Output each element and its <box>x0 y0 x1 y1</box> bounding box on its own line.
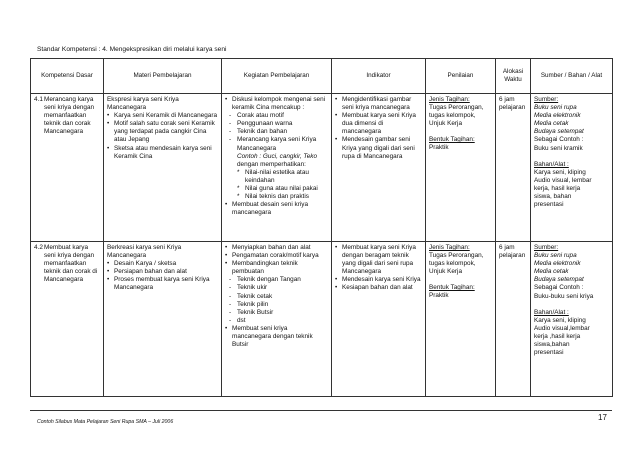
list-item: - Teknik dan bahan <box>225 128 328 136</box>
cell-sumber <box>531 94 613 242</box>
bahan-item: Karya seni, kliping <box>534 168 586 176</box>
sumber-item: Media elektronik <box>534 112 581 120</box>
kompetensi-text: Merancang karya seni kriya dengan memanfaatkan teknik dan corak Mancanegara <box>44 96 95 136</box>
alokasi-unit: pelajaran <box>499 104 526 112</box>
page-number: 17 <box>598 413 607 422</box>
list-item: - Teknik cetak <box>225 293 328 301</box>
cell-kompetensi <box>31 242 104 397</box>
header-kegiatan: Kegiatan Pembelajaran <box>222 59 332 94</box>
kegiatan-dengan: dengan memperhatikan: <box>237 160 306 168</box>
footer-divider <box>30 410 612 411</box>
footer-caption: Contoh Silabus Mata Pelajaran Seni Rupa SMA – Juli 2006 <box>37 419 174 425</box>
bahan-alat-label: Bahan/Alat : <box>534 160 569 168</box>
alokasi-jam: 6 jam <box>499 96 515 103</box>
bahan-item: presentasi <box>534 201 564 209</box>
list-item: • Mendesain karya seni Kriya <box>335 276 422 284</box>
jenis-tagihan-item: Unjuk Kerja <box>429 120 463 128</box>
cell-indikator <box>332 94 426 242</box>
sumber-contoh-label: Sebagai Contoh : <box>534 284 584 292</box>
header-kompetensi: Kompetensi Dasar <box>31 59 104 94</box>
header-alokasi: Alokasi Waktu <box>496 59 531 94</box>
kompetensi-number: 4.2 <box>34 244 43 251</box>
alokasi-unit: pelajaran <box>499 252 526 260</box>
bahan-item: Karya seni, kliping <box>534 316 586 324</box>
cell-penilaian <box>426 242 496 397</box>
materi-title: Ekspresi karya seni Kriya Mancanegara <box>107 96 179 112</box>
silabus-table <box>30 58 613 397</box>
jenis-tagihan-item: Unjuk Kerja <box>429 268 463 276</box>
list-item: * Nilai-nilai estetika atau keindahan <box>225 169 328 185</box>
bahan-item: kerja ,hasil kerja <box>534 332 581 340</box>
bahan-item: Audio visual, lembar <box>534 176 592 184</box>
list-item: * Nilai guna atau nilai pakai <box>225 185 328 193</box>
cell-kegiatan <box>222 242 332 397</box>
bentuk-tagihan-label: Bentuk Tagihan: <box>429 136 475 144</box>
kegiatan-contoh: Contoh : Guci, cangkir, Teko <box>237 152 318 160</box>
sumber-item: Budaya setempat <box>534 276 584 284</box>
bentuk-tagihan-value: Praktik <box>429 292 449 300</box>
list-item: • Karya seni Keramik di Mancanegara <box>107 112 218 120</box>
list-item: • Persiapan bahan dan alat <box>107 268 218 276</box>
standar-kompetensi: Standar Kompetensi : 4. Mengekspresikan diri melalui karya seni <box>37 46 227 53</box>
sumber-item: Media elektronik <box>534 260 581 268</box>
sumber-item: Buku seni rupa <box>534 252 577 260</box>
kompetensi-number: 4.1 <box>34 96 43 103</box>
list-item: • Sketsa atau mendesain karya seni Keramik Cina <box>107 145 218 161</box>
list-item: - Teknik dengan Tangan <box>225 276 328 284</box>
header-indikator: Indikator <box>332 59 426 94</box>
kompetensi-text: Membuat karya seni kriya dengan memanfaatkan teknik dan corak di Mancanegara <box>44 244 98 284</box>
cell-materi <box>104 94 222 242</box>
jenis-tagihan-item: tugas kelompok, <box>429 260 476 268</box>
bahan-item: siswa,bahan <box>534 341 570 349</box>
list-item: - Teknik Butsir <box>225 309 328 317</box>
jenis-tagihan-label: Jenis Tagihan: <box>429 244 470 251</box>
cell-alokasi <box>496 94 531 242</box>
bahan-item: siswa, bahan <box>534 193 572 201</box>
cell-kegiatan <box>222 94 332 242</box>
list-item: • Diskusi kelompok mengenai seni keramik Cina mencakup : <box>225 96 328 112</box>
sumber-contoh: Buku-buku seni kriya <box>534 292 594 300</box>
bahan-alat-label: Bahan/Alat : <box>534 308 569 316</box>
cell-indikator <box>332 242 426 397</box>
list-item: • Kesiapan bahan dan alat <box>335 284 422 292</box>
bahan-item: presentasi <box>534 349 564 357</box>
list-item: • Mengidentifikasi gambar seni kriya mancanegara <box>335 96 422 112</box>
jenis-tagihan-label: Jenis Tagihan: <box>429 96 470 103</box>
sumber-label: Sumber: <box>534 244 559 251</box>
list-item: • Membuat karya seni Kriya dua dimensi di mancanegara <box>335 112 422 136</box>
cell-penilaian <box>426 94 496 242</box>
table-row <box>31 242 613 397</box>
jenis-tagihan-item: Tugas Perorangan, <box>429 252 484 260</box>
sumber-item: Media cetak <box>534 120 569 128</box>
list-item: • Pengamatan corak/motif karya <box>225 252 328 260</box>
jenis-tagihan-item: tugas kelompok, <box>429 112 476 120</box>
list-item: • Mendesain gambar seni Kriya yang digali dari seni rupa di Mancanegara <box>335 136 422 160</box>
jenis-tagihan-item: Tugas Perorangan, <box>429 104 484 112</box>
list-item: • Proses membuat karya seni Kriya Mancanegara <box>107 276 218 292</box>
list-item: - Teknik pilin <box>225 301 328 309</box>
list-item: * Nilai teknis dan praktis <box>225 193 328 201</box>
sumber-label: Sumber: <box>534 96 559 103</box>
materi-title: Berkreasi karya seni Kriya Mancanegara <box>107 244 182 260</box>
bahan-item: kerja, hasil kerja <box>534 184 581 192</box>
sumber-contoh-label: Sebagai Contoh : <box>534 136 584 144</box>
cell-kompetensi <box>31 94 104 242</box>
sumber-contoh: Buku seni kramik <box>534 144 583 152</box>
header-materi: Materi Pembelajaran <box>104 59 222 94</box>
bentuk-tagihan-value: Praktik <box>429 144 449 152</box>
list-item: - Teknik ukir <box>225 284 328 292</box>
table-row <box>31 94 613 242</box>
bahan-item: Audio visual,lembar <box>534 324 590 332</box>
list-item: • Desain Karya / sketsa <box>107 260 218 268</box>
header-sumber: Sumber / Bahan / Alat <box>531 59 613 94</box>
cell-materi <box>104 242 222 397</box>
cell-sumber <box>531 242 613 397</box>
sumber-item: Budaya setempat <box>534 128 584 136</box>
list-item: - Penggunaan warna <box>225 120 328 128</box>
header-row <box>31 59 613 94</box>
sumber-item: Buku seni rupa <box>534 104 577 112</box>
list-item: • Motif salah satu corak seni Keramik yang terdapat pada cangkir Cina atau Jepang <box>107 120 218 144</box>
list-item: - Corak atau motif <box>225 112 328 120</box>
list-item: - Merancang karya seni Kriya Mancanegara <box>225 136 328 152</box>
list-item: • Membuat karya seni Kriya dengan beragam teknik yang digali dari seni rupa Mancanegara <box>335 244 422 276</box>
sumber-item: Media cetak <box>534 268 569 276</box>
list-item: • Membuat desain seni kriya mancanegara <box>225 201 328 217</box>
header-penilaian: Penilaian <box>426 59 496 94</box>
list-item: - dst <box>225 317 328 325</box>
list-item: • Menyiapkan bahan dan alat <box>225 244 328 252</box>
alokasi-jam: 6 jam <box>499 244 515 251</box>
list-item: • Membandingkan teknik pembuatan <box>225 260 328 276</box>
list-item: • Membuat seni kriya mancanegara dengan teknik Butsir <box>225 325 328 349</box>
cell-alokasi <box>496 242 531 397</box>
bentuk-tagihan-label: Bentuk Tagihan: <box>429 284 475 292</box>
